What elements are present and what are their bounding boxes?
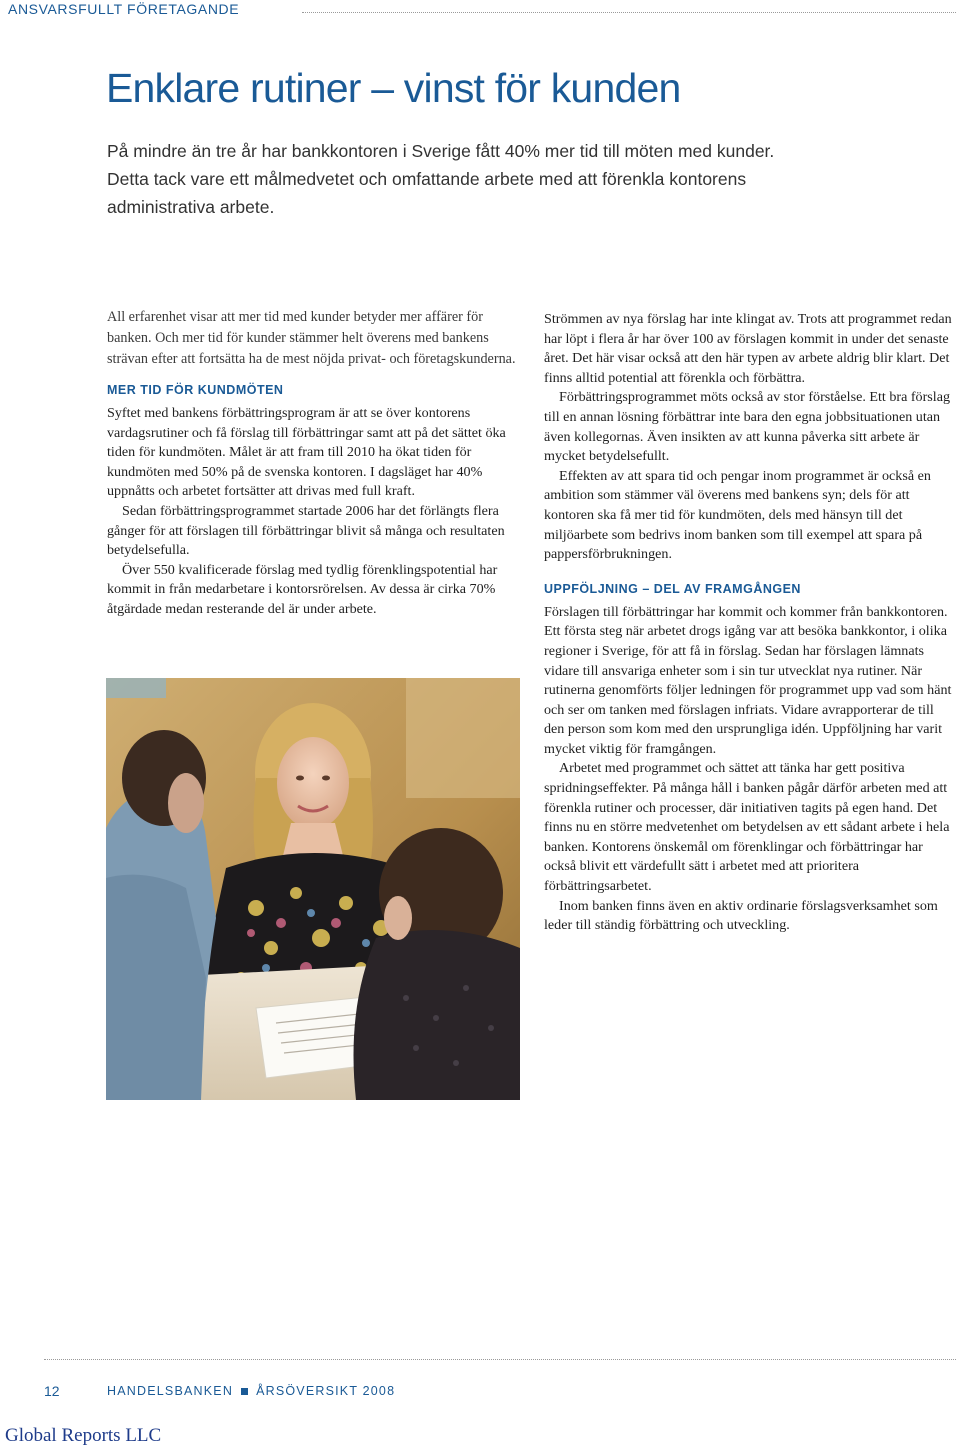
intro-paragraph: All erfarenhet visar att mer tid med kunder betyder mer affärer för banken. Och mer tid för kunder stämmer helt överens med bankens strävan efter att fortsätta ha de mest nöjda privat- och företagskunderna. xyxy=(107,309,516,367)
footer-divider xyxy=(44,1359,956,1360)
body-paragraph: Förbättringsprogrammet möts också av stor förståelse. Ett bra förslag till en annan lösning förbättrar inte bara den egna jobbsituationen utan även kollegornas. Även insikten av att kunna påverka sitt arbete är mycket betydelsefullt. xyxy=(544,389,951,465)
meeting-photo-illustration xyxy=(106,678,520,1100)
body-paragraph: Effekten av att spara tid och pengar inom programmet är också en ambition som stämmer väl överens med bankens syn; dels för att kontoren ska få mer tid för kundmöten, dels med hänsyn till det miljöarbete som bedrivs inom banken som till exempel att spara på pappersförbrukningen. xyxy=(544,467,931,563)
body-paragraph: Arbetet med programmet och sättet att tänka har gett positiva spridningseffekter. På många håll i banken pågår därför arbeten med att förenkla rutiner och processer, där initiativen tagits på egen hand. Det finns nu en större medvetenhet om betydelsen av ett sådant arbete i hela banken. Kontorens önskemål om förenklingar och förbättringar har också blivit ett värdefullt sätt i arbetet med att prioritera förbättringsarbetet. xyxy=(544,760,950,895)
page-title: Enklare rutiner – vinst för kunden xyxy=(106,65,681,111)
left-column xyxy=(107,307,521,620)
square-separator-icon xyxy=(241,1388,248,1395)
section-heading-kundmoten: MER TID FÖR KUNDMÖTEN xyxy=(107,383,284,397)
body-paragraph: Förslagen till förbättringar har kommit och kommer från bankkontoren. Ett första steg när arbetet drogs igång var att besöka bankkontor, i olika regioner i Sverige, för att få in förslag. Sedan har förslagen lämnats vidare till ansvariga enheter som i sin tur utvecklat nya rutiner. När rutinerna genomförts följer ledningen för programmet upp vad som hänt och ser om tanken med förslagen infriats. Vidare avrapporterar de till den person som kom med den ursprungliga idén. Uppföljning har varit mycket viktig för framgången. xyxy=(544,603,952,757)
body-paragraph: Över 550 kvalificerade förslag med tydlig förenklingspotential har kommit in från medarbetare i kontorsrörelsen. Av dessa är cirka 70% åtgärdade medan resterande del är under arbete. xyxy=(107,561,498,617)
spacer xyxy=(544,565,956,581)
body-paragraph: Sedan förbättringsprogrammet startade 2006 har det förlängts flera gånger för att förslagen till förbättringar blivit så många och resultaten betydelsefulla. xyxy=(107,502,505,559)
right-column xyxy=(544,310,956,936)
section-heading-uppfoljning: UPPFÖLJNING – DEL AV FRAMGÅNGEN xyxy=(544,581,801,596)
footer-publication xyxy=(107,1384,395,1398)
watermark: Global Reports LLC xyxy=(5,1425,162,1446)
lead-paragraph: På mindre än tre år har bankkontoren i Sverige fått 40% mer tid till möten med kunder. Detta tack vare ett målmedvetet och omfattande arbete med att förenkla kontorens administrativa arbete. xyxy=(107,141,775,217)
report-name: ÅRSÖVERSIKT 2008 xyxy=(256,1384,396,1398)
body-paragraph: Syftet med bankens förbättringsprogram är att se över kontorens vardagsrutiner och få förslag till förbättringar samt att på det sättet öka tiden för kundmöten. Målet är att fram till 2010 ha ökat tiden för kundmöten med 50% på de svenska kontoren. I dagsläget har 40% uppnåtts och arbetet fortsätter att drivas med full kraft. xyxy=(107,405,506,500)
header-divider xyxy=(302,12,956,13)
publication-name: HANDELSBANKEN xyxy=(107,1384,234,1398)
body-paragraph: Inom banken finns även en aktiv ordinarie förslagsverksamhet som leder till ständig förbättring och utveckling. xyxy=(544,897,938,934)
meeting-photo xyxy=(106,678,520,1100)
body-paragraph: Strömmen av nya förslag har inte klingat av. Trots att programmet redan har löpt i flera år har över 100 av förslagen kommit in under det senaste året. Det här visar också att den här typen av arbete aldrig blir klart. Det finns alltid potential att förenkla och förbättra. xyxy=(544,311,952,386)
page-number: 12 xyxy=(44,1383,60,1399)
section-label: ANSVARSFULLT FÖRETAGANDE xyxy=(8,1,240,17)
